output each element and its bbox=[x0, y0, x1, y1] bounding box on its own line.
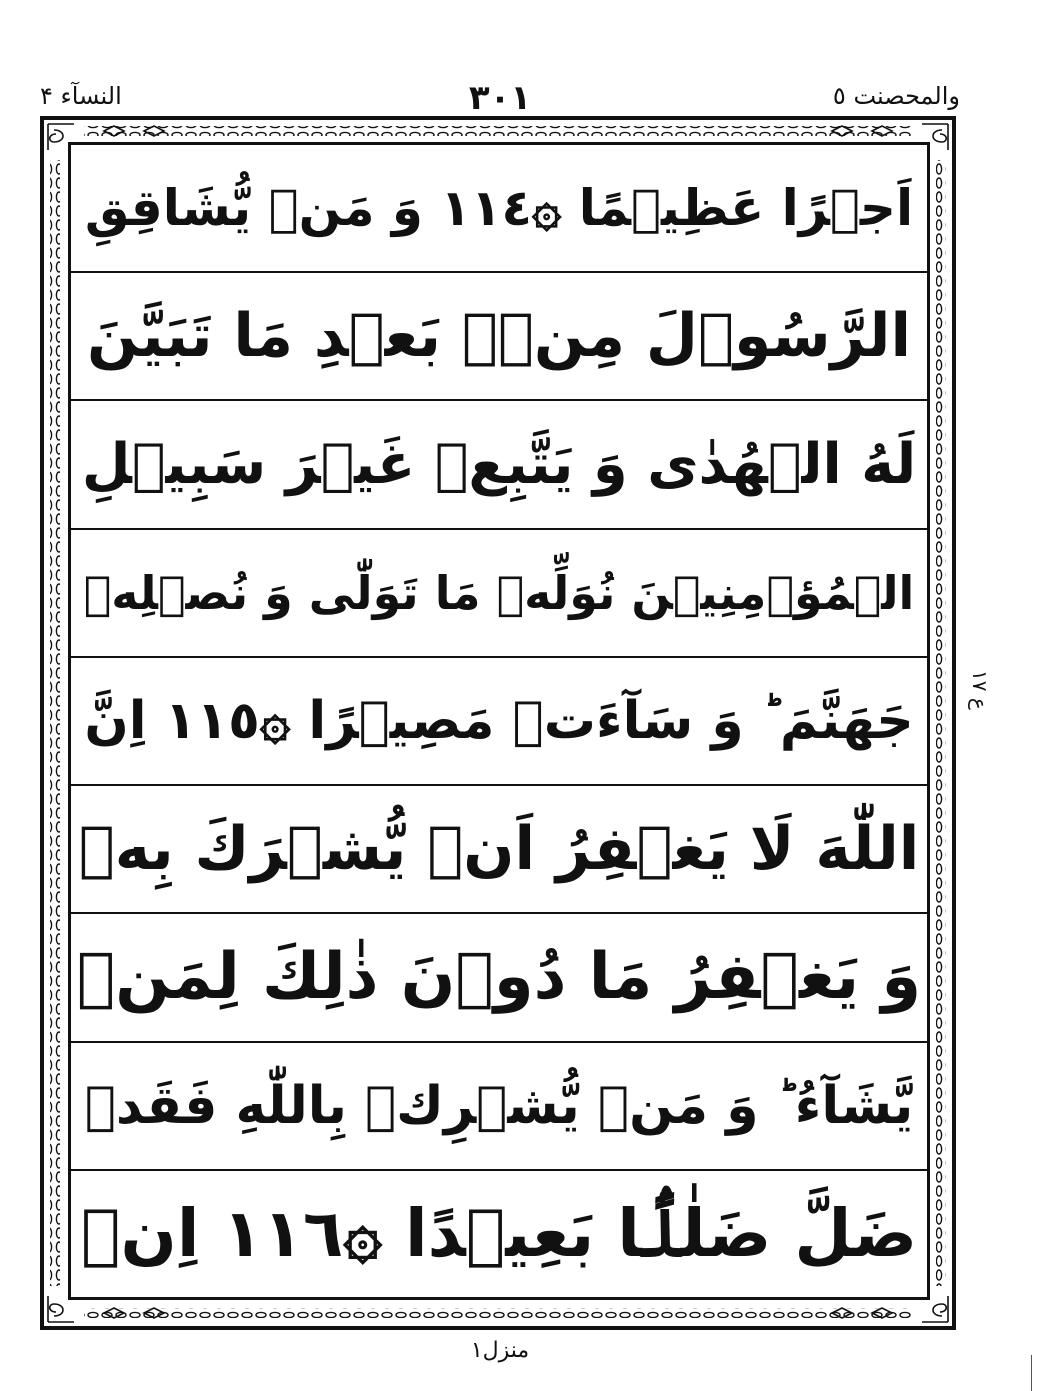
verse-line: الرَّسُوۡلَ مِنۡۢ بَعۡدِ مَا تَبَیَّنَ bbox=[71, 273, 927, 401]
surah-name: النسآء ۴ bbox=[40, 82, 122, 110]
manzil-footer: منزل۱ bbox=[470, 1338, 530, 1363]
verse-line: لَهُ الۡهُدٰی وَ یَتَّبِعۡ غَیۡرَ سَبِیۡلِ bbox=[71, 401, 927, 529]
juz-name: والمحصنت ٥ bbox=[832, 82, 960, 110]
verse-line: یَّشَآءُ ؕ وَ مَنۡ یُّشۡرِكۡ بِاللّٰهِ فَقَدۡ bbox=[71, 1043, 927, 1171]
verse-line: اَجۡرًا عَظِیۡمًا ۞١١٤ وَ مَنۡ یُّشَاقِقِ bbox=[71, 145, 927, 273]
verse-lines bbox=[71, 145, 927, 1297]
verse-line: ضَلَّ ضَلٰلًۢا بَعِیۡدًا ۞١١٦ اِنۡ bbox=[80, 1194, 918, 1272]
verse-line: جَهَنَّمَ ؕ وَ سَآءَتۡ مَصِیۡرًا ۞١١٥ اِنَّ bbox=[71, 658, 927, 786]
ruku-marker: ع ١٧ bbox=[968, 670, 992, 710]
verse-line: وَ یَغۡفِرُ مَا دُوۡنَ ذٰلِكَ لِمَنۡ bbox=[71, 914, 927, 1042]
page-header bbox=[40, 78, 960, 118]
verse-line: الۡمُؤۡمِنِیۡنَ نُوَلِّهٖ مَا تَوَلّٰی وَ نُصۡلِهٖ bbox=[71, 530, 927, 658]
text-panel bbox=[68, 142, 930, 1300]
page-number: ٣٠١ bbox=[468, 78, 532, 118]
scan-edge-divider bbox=[1031, 1355, 1032, 1391]
page-frame bbox=[40, 116, 956, 1330]
verse-line: اللّٰهَ لَا یَغۡفِرُ اَنۡ یُّشۡرَكَ بِهٖ bbox=[71, 786, 927, 914]
